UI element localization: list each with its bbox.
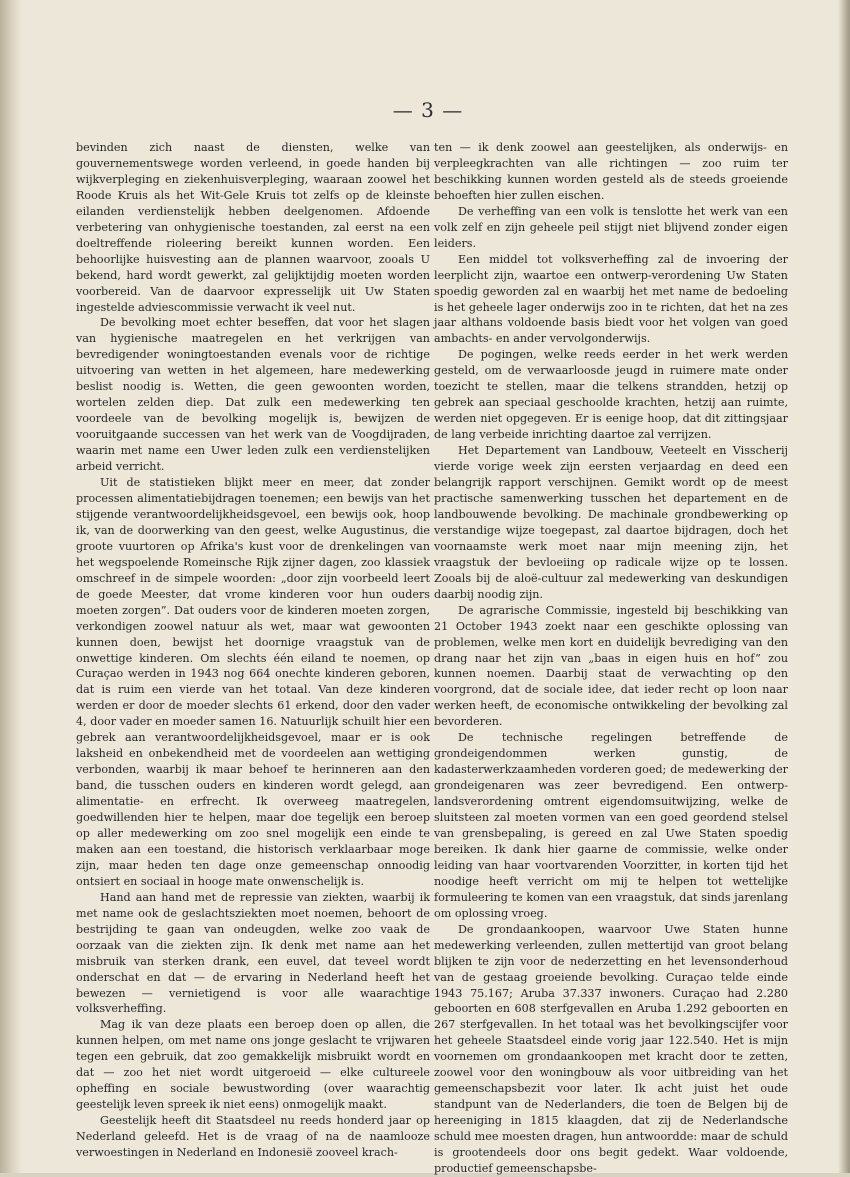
right-column bbox=[434, 140, 788, 1177]
paragraph: De verheffing van een volk is tenslotte het werk van een volk zelf en zijn geheele peil stijgt niet blijvend zonder eigen leiders. bbox=[434, 204, 788, 250]
paragraph: Hand aan hand met de repressie van ziekten, waarbij ik met name ook de geslachtsziekten moet noemen, behoort de bestrijding te gaan van ondeugden, welke zoo vaak de oorzaak van die ziekten zijn. Ik denk met name aan het misbruik van sterken drank, een euvel, dat teveel wordt onderschat en dat — de ervaring in Nederland heeft het bewezen — vernietigend is voor alle waarachtige volksverheffing. bbox=[76, 890, 430, 1016]
page-edge bbox=[838, 0, 850, 1173]
paragraph: De pogingen, welke reeds eerder in het werk werden gesteld, om de verwaarloosde jeugd in ruimere mate onder toezicht te stellen, maar die telkens strandden, hetzij op gebrek aan speciaal geschoolde krachten, hetzij aan ruimte, werden niet opgegeven. Er is eenige hoop, dat dit zittingsjaar de lang verbeide inrichting daartoe zal verrijzen. bbox=[434, 348, 788, 442]
paragraph: Een middel tot volksverheffing zal de invoering der leerplicht zijn, waartoe een ontwerp-verordening Uw Staten spoedig geworden zal en waarbij het met name de bedoeling is het geheele lager onderwijs zoo in te richten, dat het na zes jaar althans voldoende basis biedt voor het volgen van goed ambachts- en ander vervolgonderwijs. bbox=[434, 252, 788, 346]
paragraph: Mag ik van deze plaats een beroep doen op allen, die kunnen helpen, om met name ons jonge geslacht te vrijwaren tegen een gebruik, dat zoo gemakkelijk misbruikt wordt en dat — zoo het niet wordt uitgeroeid — elke cultureele opheffing en sociale bewustwording (over waarachtig geestelijk leven spreek ik niet eens) onmogelijk maakt. bbox=[76, 1018, 430, 1112]
paragraph: bevinden zich naast de diensten, welke van gouvernementswege worden verleend, in goede handen bij wijkverpleging en ziekenhuisverpleging, waaraan zoowel het Roode Kruis als het Wit-Gele Kruis tot zelfs op de kleinste eilanden verdienstelijk hebben deelgenomen. Afdoende verbetering van onhygienische toestanden, zal eerst na een doeltreffende rioleering bereikt kunnen worden. Een behoorlijke huisvesting aan de plannen waarvoor, zooals U bekend, hard wordt gewerkt, zal gelijktijdig moeten worden voorbereid. Van de daarvoor expresselijk uit Uw Staten ingestelde adviescommissie verwacht ik veel nut. bbox=[76, 141, 430, 314]
paragraph: De agrarische Commissie, ingesteld bij beschikking van 21 October 1943 zoekt naar een geschikte oplossing van problemen, welke men kort en duidelijk bevrediging van den drang naar het zijn van „baas in eigen huis en hof” zou kunnen noemen. Daarbij staat de verwachting op den voorgrond, dat de sociale idee, dat ieder recht op loon naar werken heeft, de economische ontwikkeling der bevolking zal bevorderen. bbox=[434, 603, 788, 729]
paragraph: De bevolking moet echter beseffen, dat voor het slagen van hygienische maatregelen en het verkrijgen van bevredigender woningtoestanden evenals voor de richtige uitvoering van wetten in het algemeen, hare medewerking beslist noodig is. Wetten, die geen gewoonten worden, wortelen zelden diep. Dat zulk een medewerking ten voordeele van de bevolking mogelijk is, bewijzen de vooruitgaande successen van het werk van de Voogdijraden, waarin met name een Uwer leden zulk een verdienstelijken arbeid verricht. bbox=[76, 316, 430, 474]
paragraph: De technische regelingen betreffende de grondeigendommen werken gunstig, de kadasterwerkzaamheden vorderen goed; de medewerking der grondeigenaren was zeer bevredigend. Een ontwerp-landsverordening omtrent eigendomsuitwijzing, welke de sluitsteen zal moeten vormen van een goed geordend stelsel van grensbepaling, is gereed en zal Uwe Staten spoedig bereiken. Ik dank hier gaarne de commissie, welke onder leiding van haar voortvarenden Voorzitter, in korten tijd het noodige heeft verricht om mij te helpen tot wettelijke formuleering te komen van een vraagstuk, dat sinds jarenlang om oplossing vroeg. bbox=[434, 731, 788, 920]
paragraph: De grondaankoopen, waarvoor Uwe Staten hunne medewerking verleenden, zullen mettertijd van groot belang blijken te zijn voor de nederzetting en het levensonderhoud van de gestaag groeiende bevolking. Curaçao telde einde 1943 75.167; Aruba 37.337 inwoners. Curaçao had 2.280 geboorten en 608 sterfgevallen en Aruba 1.292 geboorten en 267 sterfgevallen. In het totaal was het bevolkingscijfer voor het geheele Staatsdeel einde vorig jaar 122.540. Het is mijn voornemen om grondaankoopen met kracht door te zetten, zoowel voor den woningbouw als voor uitbreiding van het gemeenschapsbezit voor later. Ik acht juist het oude standpunt van de Nederlanders, die toen de Belgen bij de hereeniging in 1815 klaagden, dat zij de Nederlandsche schuld mee moesten dragen, hun antwoordde: maar de schuld is grootendeels door ons begit gedekt. Waar voldoende, productief gemeenschapsbe- bbox=[434, 922, 788, 1175]
paragraph: Geestelijk heeft dit Staatsdeel nu reeds honderd jaar op Nederland geleefd. Het is de vraag of na de naamlooze verwoestingen in Nederland en Indonesië zooveel krach- bbox=[76, 1114, 430, 1160]
paragraph: Het Departement van Landbouw, Veeteelt en Visscherij vierde vorige week zijn eersten verjaardag en deed een belangrijk rapport verschijnen. Gemikt wordt op de meest practische samenwerking tusschen het departement en de landbouwende bevolking. De machinale grondbewerking op verstandige wijze toegepast, zal daartoe bijdragen, doch het voornaamste werk moet naar mijn meening zijn, het vraagstuk der bevloeiing op radicale wijze op te lossen. Zooals bij de aloë-cultuur zal medewerking van deskundigen daarbij noodig zijn. bbox=[434, 444, 788, 601]
paragraph: ten — ik denk zoowel aan geestelijken, als onderwijs- en verpleegkrachten van alle richtingen — zoo ruim ter beschikking kunnen worden gesteld als de steeds groeiende behoeften hier zullen eischen. bbox=[434, 141, 788, 202]
binding-shadow bbox=[0, 0, 22, 1173]
page-number: — 3 — bbox=[392, 98, 464, 122]
left-column bbox=[76, 140, 430, 1161]
paragraph: Uit de statistieken blijkt meer en meer, dat zonder processen alimentatiebijdragen toenemen; een bewijs van het stijgende verantwoordelijkheidsgevoel, een bewijs ook, hoop ik, van de doorwerking van den geest, welke Augustinus, die groote vuurtoren op Afrika's kust voor de drenkelingen van het wegspoelende Romeinsche Rijk zijner dagen, zoo klassiek omschreef in de simpele woorden: „door zijn voorbeeld leert de goede Meester, dat vrome kinderen voor hun ouders moeten zorgen”. Dat ouders voor de kinderen moeten zorgen, verkondigen zoowel natuur als wet, maar wat gewoonten kunnen doen, bewijst het doornige vraagstuk van de onwettige kinderen. Om slechts één eiland te noemen, op Curaçao werden in 1943 nog 664 onechte kinderen geboren, dat is ruim een vierde van het totaal. Van deze kinderen werden er door de moeder slechts 61 erkend, door den vader 4, door vader en moeder samen 16. Natuurlijk schuilt hier een gebrek aan verantwoordelijkheidsgevoel, maar er is ook laksheid en onbekendheid met de voordeelen aan wettiging verbonden, waarbij ik maar behoef te herinneren aan den band, die tusschen ouders en kinderen wordt gelegd, aan alimentatie- en erfrecht. Ik overweeg maatregelen, goedwillenden hier te helpen, maar doe tegelijk een beroep op aller medewerking om zoo snel mogelijk een einde te maken aan een toestand, die historisch verklaarbaar moge zijn, maar heden ten dage onze gemeenschap onnoodig ontsiert en sociaal in hooge mate onwenschelijk is. bbox=[76, 476, 430, 888]
